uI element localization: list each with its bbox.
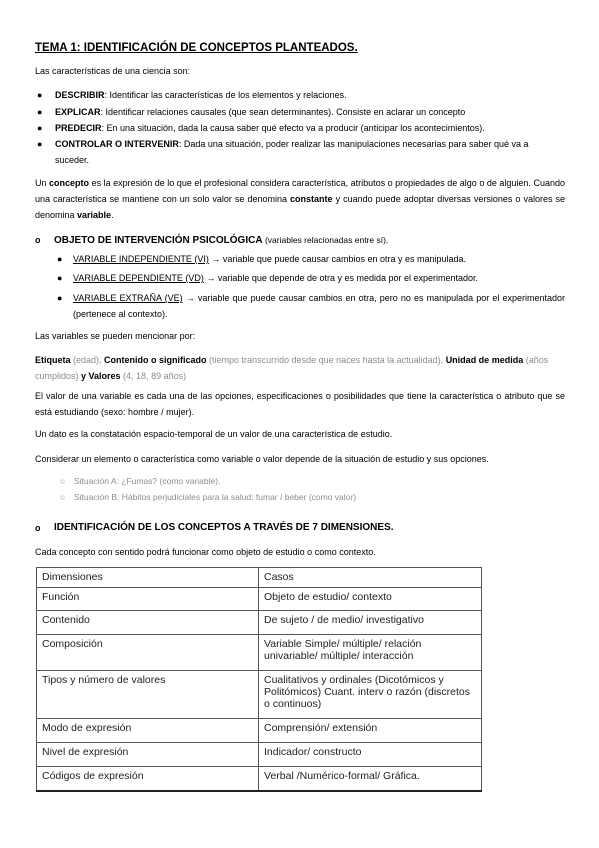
section-heading: OBJETO DE INTERVENCIÓN PSICOLÓGICA (variables relacionadas entre sí). [54, 235, 389, 246]
table-header-cell: Dimensiones [37, 568, 259, 588]
table-header-cell: Casos [259, 568, 482, 588]
table-cell: De sujeto / de medio/ investigativo [259, 611, 482, 635]
bullet-icon: ● [37, 139, 43, 149]
table-cell: Contenido [37, 611, 259, 635]
bullet-icon: ● [57, 293, 63, 303]
list-item [35, 87, 565, 103]
circle-bullet-icon: ○ [60, 476, 66, 486]
item-term: PREDECIR [55, 123, 102, 133]
table-row [37, 767, 482, 791]
table-cell: Comprensión/ extensión [259, 719, 482, 743]
table-cell: Función [37, 588, 259, 611]
list-item: ○ Situación A: ¿Fumas? (como variable). [60, 473, 560, 489]
item-term: DESCRIBIR [55, 90, 105, 100]
page-title: TEMA 1: IDENTIFICACIÓN DE CONCEPTOS PLANTEADOS. [35, 42, 358, 54]
item-term: VARIABLE EXTRAÑA (VE) [73, 293, 183, 303]
bullet-icon: ● [37, 107, 43, 117]
table-cell: Cualitativos y ordinales (Dicotómicos y Politómicos) Cuant. interv o razón (discretos o continuos) [259, 671, 482, 719]
section-note: (variables relacionadas entre sí). [264, 235, 389, 245]
table-cell: Indicador/ constructo [259, 743, 482, 767]
list-item [55, 270, 565, 286]
item-term: EXPLICAR [55, 107, 101, 117]
value-paragraph: El valor de una variable es cada una de las opciones, especificaciones o posibilidades que tiene la característica o atributo que se está estudiando (sexo: hombre / mujer). [35, 391, 565, 417]
table-row [37, 671, 482, 719]
item-term: VARIABLE DEPENDIENTE (VD) [73, 273, 204, 283]
list-item [55, 290, 565, 322]
mention-paragraph: Etiqueta (edad), Contenido o significado (tiempo transcurrido desde que naces hasta la actualidad), Unidad de medida (años cumplidos) y Valores (4, 18, 89 años) [35, 355, 549, 381]
item-text: → variable que puede causar cambios en otra, pero no es manipulada por el experimentador (pertenece al contexto). [73, 293, 565, 319]
item-text: : Dada una situación, poder realizar las manipulaciones necesarias para saber qué va a suceder. [55, 139, 529, 165]
bullet-icon: ● [37, 123, 43, 133]
item-text: → variable que puede causar cambios en otra y es manipulada. [208, 254, 467, 264]
list-item [35, 104, 565, 120]
bullet-icon: ● [37, 90, 43, 100]
item-text: : Identificar las características de los elementos y relaciones. [104, 90, 347, 100]
table-cell: Variable Simple/ múltiple/ relación univariable/ múltiple/ interacción [259, 635, 482, 671]
item-text: : En una situación, dada la causa saber qué efecto va a producir (anticipar los acontecimientos). [101, 123, 485, 133]
list-item [35, 136, 565, 168]
section-intro: Cada concepto con sentido podrá funcionar como objeto de estudio o como contexto. [35, 547, 376, 557]
table-row [37, 743, 482, 767]
table-header-row [37, 568, 482, 588]
mention-intro: Las variables se pueden mencionar por: [35, 331, 196, 341]
circle-bullet-icon: ○ [60, 492, 66, 502]
section-marker: o [35, 523, 41, 533]
item-text: : Identificar relaciones causales (que sean determinantes). Consiste en aclarar un concepto [100, 107, 466, 117]
section-marker: o [35, 235, 41, 245]
table-cell: Códigos de expresión [37, 767, 259, 791]
bullet-icon: ● [57, 254, 63, 264]
table-row [37, 635, 482, 671]
table-cell: Nivel de expresión [37, 743, 259, 767]
dato-paragraph: Un dato es la constatación espacio-temporal de un valor de una característica de estudio. [35, 429, 393, 439]
list-item [55, 251, 565, 267]
item-term: VARIABLE INDEPENDIENTE (VI) [73, 254, 209, 264]
list-item: ○ Situación B: Hábitos perjudiciales para la salud: fumar / beber (como valor) [60, 489, 560, 505]
table-cell: Modo de expresión [37, 719, 259, 743]
section-heading: IDENTIFICACIÓN DE LOS CONCEPTOS A TRAVÉS DE 7 DIMENSIONES. [54, 522, 394, 533]
bullet-icon: ● [57, 273, 63, 283]
dimensions-table [36, 567, 482, 792]
characteristics-intro: Las características de una ciencia son: [35, 66, 191, 76]
list-item [35, 120, 565, 136]
table-row [37, 588, 482, 611]
table-cell: Composición [37, 635, 259, 671]
table-row [37, 719, 482, 743]
consider-paragraph: Considerar un elemento o característica como variable o valor depende de la situación de estudio y sus opciones. [35, 454, 489, 464]
table-cell: Verbal /Numérico-formal/ Gráfica. [259, 767, 482, 791]
table-cell: Objeto de estudio/ contexto [259, 588, 482, 611]
concept-paragraph: Un concepto es la expresión de lo que el profesional considera característica, atributos o propiedades de algo o de alguien. Cuando una característica se mantiene con un solo valor se denomina constante y cuando puede adoptar diversas versiones o valores se denomina variable. [35, 178, 566, 220]
item-term: CONTROLAR O INTERVENIR [55, 139, 179, 149]
table-cell: Tipos y número de valores [37, 671, 259, 719]
table-row [37, 611, 482, 635]
item-text: → variable que depende de otra y es medida por el experimentador. [203, 273, 479, 283]
